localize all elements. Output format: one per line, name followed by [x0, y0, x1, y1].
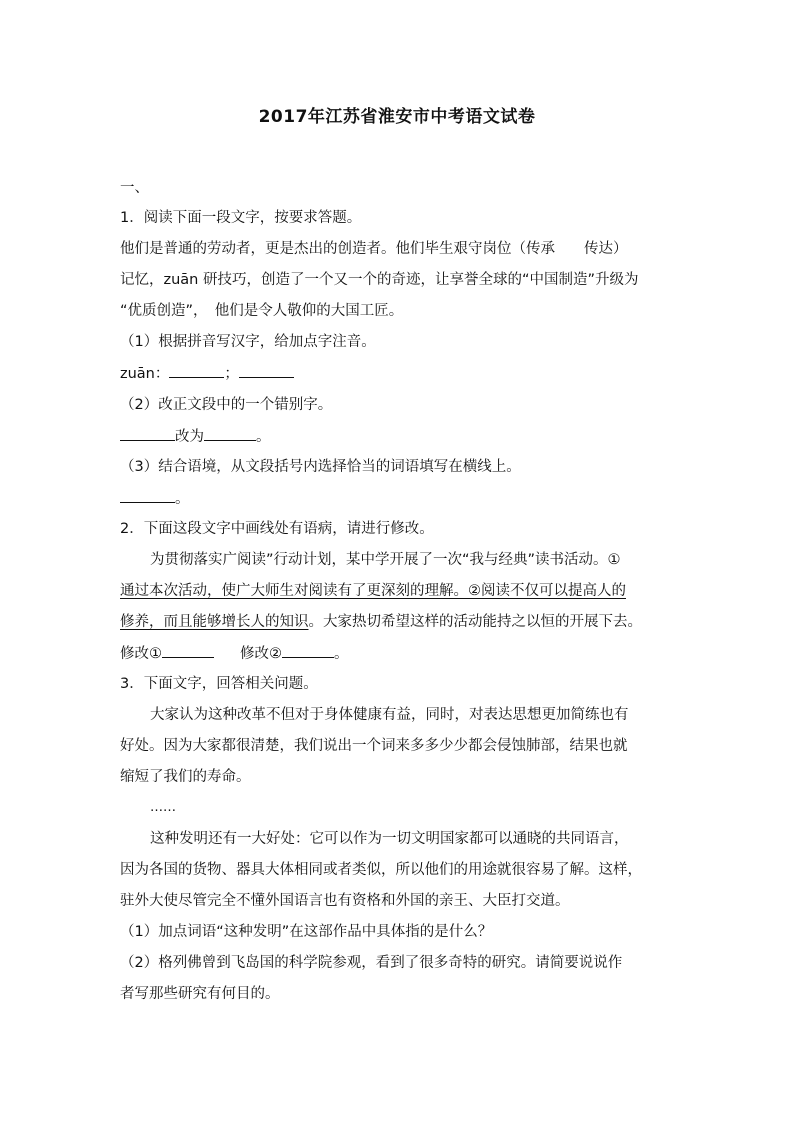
q3-passage-line: 好处。因为大家都很清楚，我们说出一个词来多多少少都会侵蚀肺部，结果也就 [120, 738, 628, 754]
q3-ellipsis: …… [150, 800, 176, 815]
answer-blank[interactable] [169, 363, 224, 378]
answer-label: 修改① [120, 646, 162, 662]
q2-passage-line [120, 612, 642, 632]
passage-text: 。大家热切希望这样的活动能持之以恒的开展下去。 [308, 614, 642, 630]
section-heading: 一、 [120, 180, 149, 196]
q1-passage-line: “优质创造”， 他们是令人敬仰的大国工匠。 [120, 303, 404, 319]
q1-sub3-answer [120, 488, 190, 509]
q3-sub2: 者写那些研究有何目的。 [120, 986, 280, 1002]
q1-passage-line: 他们是普通的劳动者，更是杰出的创造者。他们毕生艰守岗位（传承 传达） [120, 241, 628, 257]
q1-passage-line: 记忆，zuān 研技巧，创造了一个又一个的奇迹，让享誉全球的“中国制造”升级为 [120, 272, 639, 288]
q1-sub2-answer [120, 426, 271, 447]
answer-blank[interactable] [204, 426, 256, 441]
answer-blank[interactable] [162, 643, 214, 658]
answer-blank[interactable] [239, 363, 294, 378]
q1-sub1-answer [120, 363, 294, 384]
q1-sub2: （2）改正文段中的一个错别字。 [120, 397, 333, 413]
underlined-text: 通过本次活动，使广大师生对阅读有了更深刻的理解。②阅读不仅可以提高人的 [120, 583, 626, 599]
q1-sub1: （1）根据拼音写汉字，给加点字注音。 [120, 334, 376, 350]
answer-blank[interactable] [120, 426, 175, 441]
q3-passage-line: 这种发明还有一大好处：它可以作为一切文明国家都可以通晓的共同语言， [150, 831, 629, 847]
q2-prompt: 2．下面这段文字中画线处有语病，请进行修改。 [120, 521, 434, 537]
q3-passage-line: 驻外大使尽管完全不懂外国语言也有资格和外国的亲王、大臣打交道。 [120, 893, 570, 909]
q1-sub3: （3）结合语境，从文段括号内选择恰当的词语填写在横线上。 [120, 459, 521, 475]
q3-prompt: 3．下面文字，回答相关问题。 [120, 676, 318, 692]
q3-passage-line: 大家认为这种改革不但对于身体健康有益，同时，对表达思想更加简练也有 [150, 707, 629, 723]
answer-text: 改为 [175, 429, 204, 445]
answer-text: 。 [175, 491, 190, 507]
q3-passage-line: 因为各国的货物、器具大体相同或者类似，所以他们的用途就很容易了解。这样， [120, 862, 642, 878]
answer-blank[interactable] [120, 488, 175, 503]
underlined-text: 修养，而且能够增长人的知识 [120, 614, 309, 630]
q2-passage-line [120, 581, 626, 601]
q2-answer [120, 643, 349, 664]
q3-sub2: （2）格列佛曾到飞岛国的科学院参观，看到了很多奇特的研究。请简要说说作 [120, 955, 623, 971]
answer-label: 修改② [240, 646, 282, 662]
q2-passage-line: 为贯彻落实广阅读”行动计划，某中学开展了一次“我与经典”读书活动。① [150, 552, 621, 568]
answer-text: 。 [256, 429, 271, 445]
answer-blank[interactable] [282, 643, 334, 658]
q3-passage-line: 缩短了我们的寿命。 [120, 769, 251, 785]
answer-separator: ； [224, 366, 239, 382]
q1-prompt: 1．阅读下面一段文字，按要求答题。 [120, 210, 362, 226]
answer-label: zuān： [120, 366, 170, 382]
answer-text: 。 [334, 646, 349, 662]
page-title: 2017年江苏省淮安市中考语文试卷 [258, 107, 536, 127]
q3-sub1: （1）加点词语“这种发明”在这部作品中具体指的是什么？ [120, 924, 493, 940]
